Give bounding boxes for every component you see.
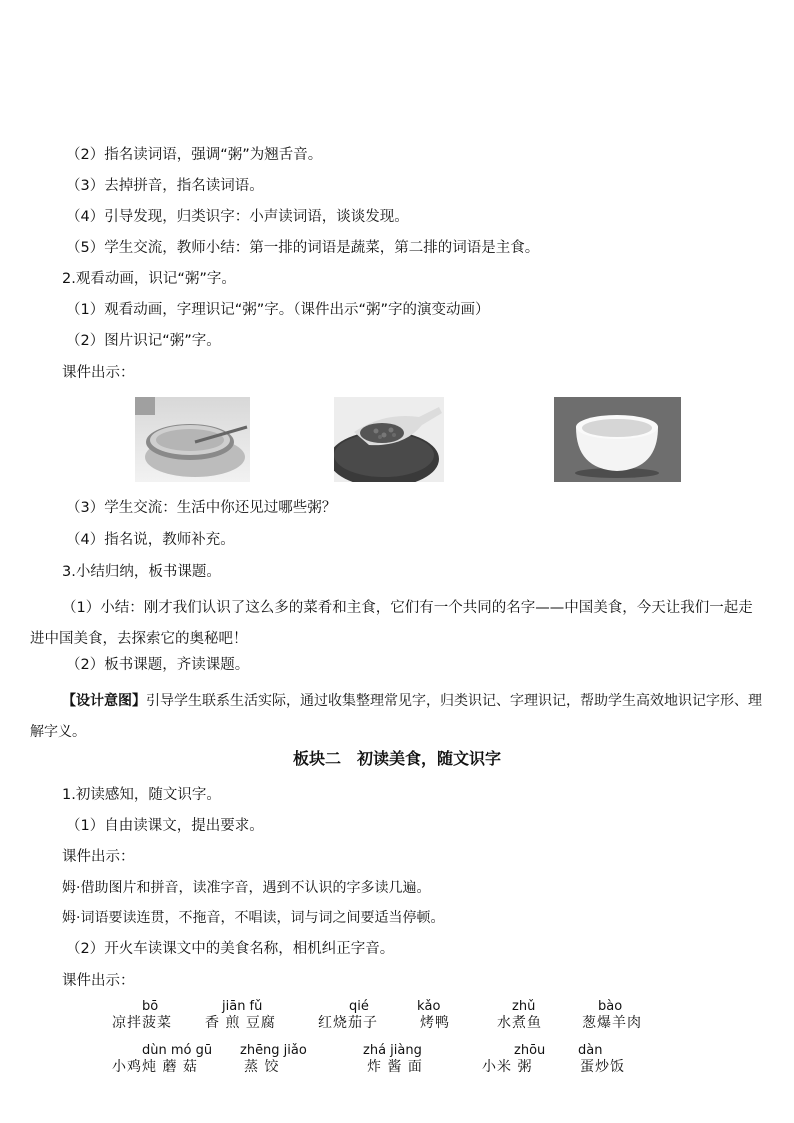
vocab-word: 红烧茄子 xyxy=(318,1015,378,1031)
vocab-pinyin: zhá jiàng xyxy=(363,1043,422,1058)
vocab-word: 小鸡炖 蘑 菇 xyxy=(112,1059,198,1075)
summary-paragraph: （1）小结：刚才我们认识了这么多的菜肴和主食，它们有一个共同的名字——中国美食，今天让我们一起走进中国美食，去探索它的奥秘吧！ xyxy=(30,600,753,647)
vocab-word: 凉拌菠菜 xyxy=(112,1015,172,1031)
text-line: 课件出示： xyxy=(62,849,135,865)
porridge-photo-2 xyxy=(334,397,444,482)
vocab-pinyin: dùn mó gū xyxy=(142,1043,213,1058)
vocab-pinyin: zhēng jiǎo xyxy=(240,1043,307,1058)
text-line: 3.小结归纳，板书课题。 xyxy=(62,564,221,580)
porridge-photo-3 xyxy=(554,397,681,482)
design-intent xyxy=(30,686,765,748)
vocab-pinyin: jiān fǔ xyxy=(222,999,263,1014)
vocab-pinyin: dàn xyxy=(578,1043,603,1058)
text-line: （2）指名读词语，强调“粥”为翘舌音。 xyxy=(66,147,323,163)
vocab-word: 水煮鱼 xyxy=(497,1015,542,1031)
vocab-word: 香 煎 豆腐 xyxy=(205,1015,276,1031)
vocab-word: 小米 粥 xyxy=(482,1059,533,1075)
design-intent-label: 【设计意图】 xyxy=(62,693,146,709)
text-line: （5）学生交流，教师小结：第一排的词语是蔬菜，第二排的词语是主食。 xyxy=(66,240,540,256)
vocab-pinyin: zhǔ xyxy=(512,999,536,1014)
text-line: （3）学生交流：生活中你还见过哪些粥？ xyxy=(66,500,337,516)
requirement-line: 姆·词语要读连贯，不拖音，不唱读，词与词之间要适当停顿。 xyxy=(62,910,445,926)
vocab-word: 炸 酱 面 xyxy=(367,1059,423,1075)
vocab-word: 蒸 饺 xyxy=(244,1059,280,1075)
vocab-pinyin: bō xyxy=(142,999,159,1014)
section-title: 板块二 初读美食，随文识字 xyxy=(292,749,501,768)
text-line: 1.初读感知，随文识字。 xyxy=(62,787,221,803)
text-line: 2.观看动画，识记“粥”字。 xyxy=(62,271,236,287)
vocab-pinyin: qié xyxy=(349,999,369,1014)
text-line: 课件出示： xyxy=(62,365,135,381)
text-line: （2）图片识记“粥”字。 xyxy=(66,333,221,349)
vocab-word: 烤鸭 xyxy=(420,1015,450,1031)
vocab-pinyin: zhōu xyxy=(514,1043,546,1058)
text-line: （3）去掉拼音，指名读词语。 xyxy=(66,178,264,194)
design-intent-text: 引导学生联系生活实际，通过收集整理常见字，归类识记、字理识记，帮助学生高效地识记字形、理解字义。 xyxy=(30,693,762,740)
porridge-photo-1 xyxy=(135,397,250,482)
requirement-line: 姆·借助图片和拼音，读准字音，遇到不认识的字多读几遍。 xyxy=(62,880,431,896)
text-line: （4）引导发现，归类识字：小声读词语，谈谈发现。 xyxy=(66,209,409,225)
vocab-pinyin: kǎo xyxy=(417,999,441,1014)
vocab-word: 葱爆羊肉 xyxy=(582,1015,642,1031)
text-line: （4）指名说，教师补充。 xyxy=(66,532,235,548)
text-line: （1）自由读课文，提出要求。 xyxy=(66,818,264,834)
vocab-pinyin: bào xyxy=(598,999,623,1014)
text-line: 课件出示： xyxy=(62,973,135,989)
text-line: （2）开火车读课文中的美食名称，相机纠正字音。 xyxy=(66,941,395,957)
text-line: （2）板书课题，齐读课题。 xyxy=(66,657,250,673)
vocab-word: 蛋炒饭 xyxy=(580,1059,625,1075)
text-line: （1）观看动画，字理识记“粥”字。（课件出示“粥”字的演变动画） xyxy=(66,302,490,318)
